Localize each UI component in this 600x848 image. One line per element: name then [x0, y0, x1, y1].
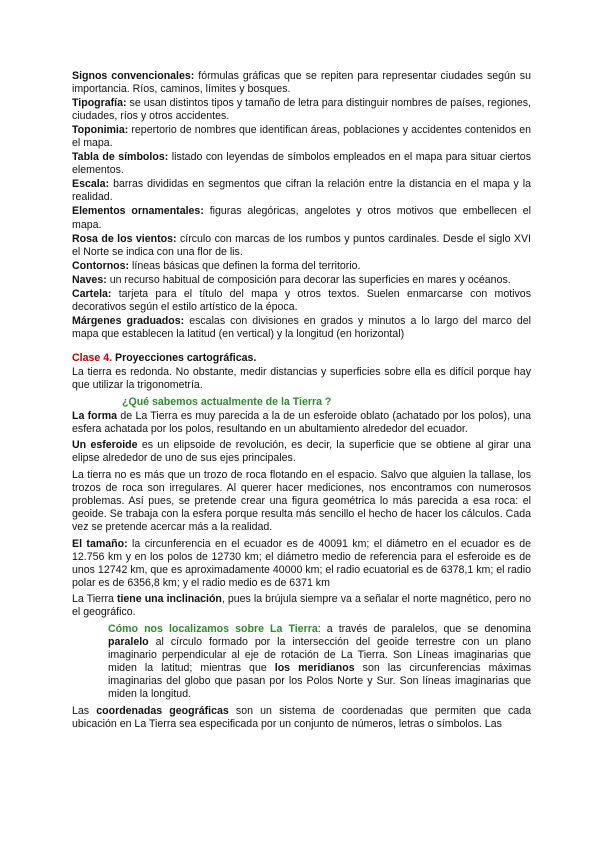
- glossary-definition: figuras alegóricas, angelotes y otros motivos que embellecen el mapa.: [72, 205, 531, 231]
- glossary-entry: [72, 288, 531, 314]
- glossary-term: Tipografía:: [72, 97, 127, 110]
- localizacion-paragraph: Cómo nos localizamos sobre La Tierra: a través de paralelos, que se denomina paralelo al círculo formado por la intersección del geoide terrestre con un plano imaginario perpendicular al eje de rotación de La Tierra. Son Líneas imaginarias que miden la latitud; mientras que los meridianos son las circunferencias máximas imaginarias del globo que pasan por los Polos Norte y Sur. Son líneas imaginarias que miden la longitud.: [108, 622, 531, 701]
- glossary-entry: [72, 274, 531, 287]
- glossary-entry: [72, 97, 531, 123]
- glossary-definition: se usan distintos tipos y tamaño de letra para distinguir nombres de países, regiones, ciudades, ríos y otros accidentes.: [72, 97, 531, 123]
- glossary-definition: barras divididas en segmentos que cifran la relación entre la distancia en el mapa y la realidad.: [72, 178, 531, 204]
- class-label: Clase 4.: [72, 351, 113, 364]
- glossary-entry: [72, 151, 531, 177]
- esferoide-paragraph: Un esferoide es un elipsoide de revolución, es decir, la superficie que se obtiene al girar una elipse alrededor de uno de sus ejes principales.: [72, 439, 531, 465]
- class-heading: [72, 352, 531, 365]
- forma-paragraph: La forma de La Tierra es muy parecida a la de un esferoide oblato (achatado por los polos), una esfera achatada por los polos, resultando en un abultamiento alrededor del ecuador.: [72, 409, 531, 435]
- glossary-term: Rosa de los vientos:: [72, 232, 177, 245]
- glossary-term: Naves:: [72, 273, 107, 286]
- glossary-term: Escala:: [72, 178, 110, 191]
- glossary-term: Contornos:: [72, 259, 130, 272]
- glossary-term: Cartela:: [72, 287, 112, 300]
- glossary-list: [72, 70, 531, 341]
- tamano-paragraph: El tamaño: la circunferencia en el ecuador es de 40091 km; el diámetro en el ecuador es de 12.756 km y en los polos de 12730 km; el diámetro medio de referencia para el esferoide es de unos 12742 km, que es aproximadamente 40000 km; el radio ecuatorial es de 6378,1 km; el radio polar es de 6356,8 km; y el radio medio es de 6371 km: [72, 537, 531, 589]
- glossary-definition: un recurso habitual de composición para decorar las superficies en mares y océanos.: [106, 273, 511, 286]
- document-page: [72, 70, 531, 734]
- glossary-entry: [72, 124, 531, 150]
- glossary-definition: tarjeta para el título del mapa y otros textos. Suelen enmarcarse con motivos decorativos según el estilo artístico de la época.: [72, 287, 531, 313]
- glossary-term: Signos convencionales:: [72, 70, 195, 82]
- roca-paragraph: La tierra no es más que un trozo de roca flotando en el espacio. Salvo que alguien la tallase, los trozos de roca son irregulares. Al querer hacer mediciones, nos encontramos con numerosos problemas. Así pues, se pretende crear una figura geométrica lo más parecida a esa roca: el geoide. Se trabaja con la esfera porque resulta más sencillo el hecho de hacer los cálculos. Cada vez se pretende acercar más a la realidad.: [72, 468, 531, 533]
- glossary-term: Márgenes graduados:: [72, 314, 185, 327]
- glossary-entry: [72, 260, 531, 273]
- glossary-definition: fórmulas gráficas que se repiten para representar ciudades según su importancia. Ríos, caminos, límites y bosques.: [72, 70, 531, 96]
- intro-paragraph: La tierra es redonda. No obstante, medir distancias y superficies sobre ella es difícil porque hay que utilizar la trigonometría.: [72, 365, 531, 392]
- glossary-definition: líneas básicas que definen la forma del territorio.: [129, 259, 361, 272]
- inclinacion-paragraph: La Tierra tiene una inclinación, pues la brújula siempre va a señalar el norte magnético, pero no el geográfico.: [72, 593, 532, 619]
- glossary-term: Toponimia:: [72, 124, 129, 137]
- class-title: Proyecciones cartográficas.: [112, 351, 257, 364]
- subheading-question: ¿Qué sabemos actualmente de la Tierra ?: [122, 395, 332, 408]
- glossary-term: Tabla de símbolos:: [72, 151, 169, 164]
- coordenadas-paragraph: Las coordenadas geográficas son un sistema de coordenadas que permiten que cada ubicación en La Tierra sea especificada por un conjunto de números, letras o símbolos. Las: [72, 704, 531, 730]
- glossary-entry: [72, 205, 531, 231]
- glossary-entry: [72, 70, 531, 96]
- glossary-definition: listado con leyendas de símbolos empleados en el mapa para situar ciertos elementos.: [72, 151, 531, 177]
- glossary-definition: círculo con marcas de los rumbos y puntos cardinales. Desde el siglo XVI el Norte se indica con una flor de lis.: [72, 232, 531, 258]
- glossary-term: Elementos ornamentales:: [72, 205, 204, 218]
- glossary-entry: [72, 315, 531, 341]
- glossary-entry: [72, 233, 531, 259]
- glossary-definition: escalas con divisiones en grados y minutos a lo largo del marco del mapa que establecen la latitud (en vertical) y la longitud (en horizontal): [72, 314, 531, 340]
- glossary-definition: repertorio de nombres que identifican áreas, poblaciones y accidentes contenidos en el mapa.: [72, 124, 531, 150]
- glossary-entry: [72, 178, 531, 204]
